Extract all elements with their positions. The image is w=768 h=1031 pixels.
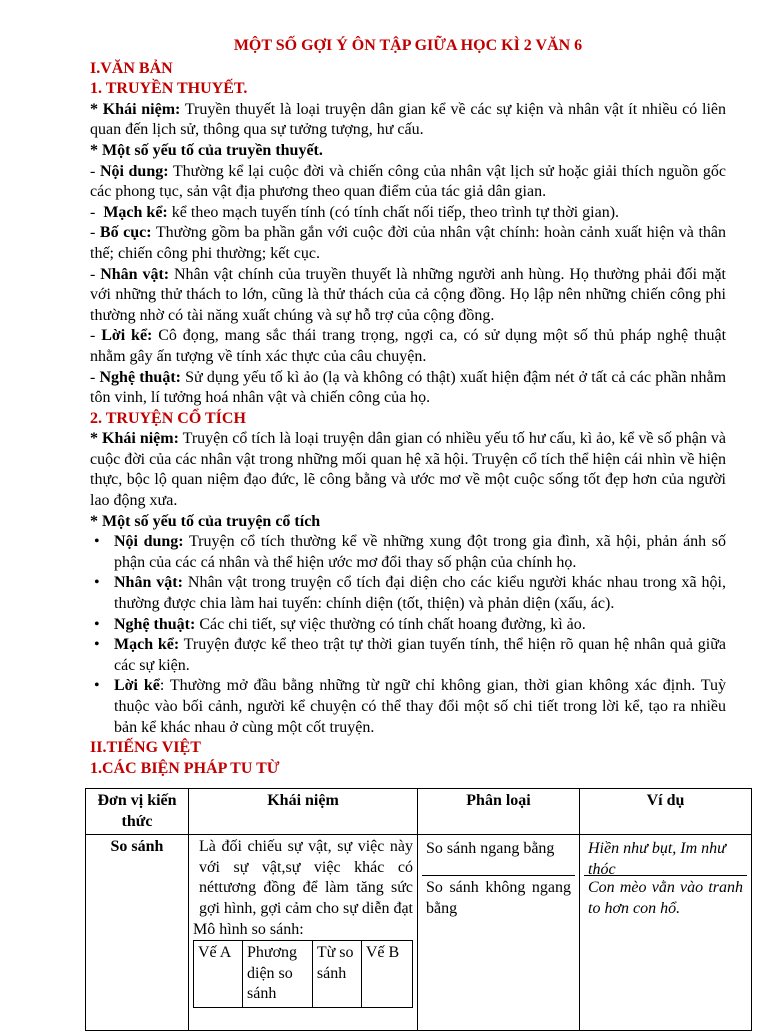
tt-item-mach-ke: - Mạch kể: kể theo mạch tuyến tính (có tính chất nối tiếp, theo trình tự thời gian). bbox=[90, 203, 620, 221]
tt-item-noi-dung: - Nội dung: Thường kể lại cuộc đời và chiến công của nhân vật lịch sử hoặc giải thích nguồn gốc các phong tục, sản vật địa phương theo quan điểm của tác giả dân gian. bbox=[90, 162, 727, 201]
header-vi-du: Ví dụ bbox=[580, 789, 752, 835]
tt-item-loi-ke: - Lời kể: Cô đọng, mang sắc thái trang trọng, ngợi ca, có sử dụng một số thủ pháp nghệ thuật nhằm gây ấn tượng về tính xác thực của câu chuyện. bbox=[90, 327, 727, 365]
list-item bbox=[90, 635, 726, 676]
section-heading-van-ban: I.VĂN BẢN bbox=[90, 59, 173, 77]
item-label: Mạch kể: bbox=[114, 636, 180, 654]
item-label: Lời kể bbox=[114, 677, 160, 695]
truyen-thuyet-elements-heading: * Một số yếu tố của truyền thuyết. bbox=[90, 141, 323, 159]
definition-label: * Khái niệm: bbox=[90, 430, 179, 448]
list-item bbox=[90, 573, 726, 614]
item-label: Nội dung: bbox=[99, 162, 169, 180]
item-text: Thường kể lại cuộc đời và chiến công của nhân vật lịch sử hoặc giải thích nguồn gốc các phong tục, sản vật địa phương theo quan điểm của tác giả dân gian. bbox=[90, 162, 727, 201]
model-ve-b: Vế B bbox=[361, 941, 412, 1008]
rhetoric-table bbox=[85, 788, 752, 1031]
truyen-thuyet-definition bbox=[90, 100, 726, 141]
type-khong-ngang-bang: So sánh không ngang bằng bbox=[422, 875, 575, 921]
model-ve-a: Vế A bbox=[194, 941, 243, 1008]
list-item bbox=[90, 532, 726, 573]
header-khai-niem: Khái niệm bbox=[189, 789, 418, 835]
co-tich-definition bbox=[90, 429, 726, 511]
co-tich-elements-list bbox=[90, 532, 726, 738]
item-text: Sử dụng yếu tố kì ảo (lạ và không có thật) xuất hiện đậm nét ở tất cả các phần nhằm tôn vinh, lí tưởng hoá nhân vật và chiến công của họ. bbox=[90, 368, 727, 407]
item-text: Thường gồm ba phần gắn với cuộc đời của nhân vật chính: hoàn cảnh xuất hiện và thân thế; chiến công phi thường; kết cục. bbox=[90, 224, 727, 262]
tt-item-nhan-vat: - Nhân vật: Nhân vật chính của truyền thuyết là những người anh hùng. Họ thường phải đối mặt với những thử thách to lớn, cũng là thử thách của cả cộng đồng. Họ lập nên những chiến công phi thường nhờ có tài năng xuất chúng và sự hỗ trợ của cộng đồng. bbox=[90, 265, 727, 324]
type-ngang-bang: So sánh ngang bằng bbox=[426, 840, 555, 858]
model-label: Mô hình so sánh: bbox=[193, 920, 304, 938]
model-row bbox=[194, 941, 413, 1008]
model-table bbox=[193, 940, 413, 1008]
cell-unit: So sánh bbox=[86, 835, 189, 1031]
heading-bien-phap-tu-tu: 1.CÁC BIỆN PHÁP TU TỪ bbox=[90, 759, 280, 777]
item-label: Nhân vật: bbox=[114, 574, 183, 592]
cell-examples bbox=[580, 835, 752, 1031]
list-item bbox=[90, 615, 726, 636]
item-label: Nội dung: bbox=[114, 533, 184, 551]
heading-truyen-thuyet: 1. TRUYỀN THUYẾT. bbox=[90, 80, 248, 98]
heading-truyen-co-tich: 2. TRUYỆN CỔ TÍCH bbox=[90, 409, 246, 427]
definition-text: Truyện cổ tích là loại truyện dân gian có nhiều yếu tố hư cấu, kì ảo, kể về số phận và cuộc đời của các nhân vật trong những mối quan hệ xã hội. Truyện cổ tích thể hiện cái nhìn về hiện thực, bộc lộ quan niệm đạo đức, lẽ công bằng và ước mơ về một cuộc sống tốt đẹp hơn của người lao động xưa. bbox=[90, 430, 726, 510]
document-title: MỘT SỐ GỢI Ý ÔN TẬP GIỮA HỌC KÌ 2 VĂN 6 bbox=[233, 37, 583, 54]
item-text: Truyện được kể theo trật tự thời gian tuyến tính, thể hiện rõ quan hệ nhân quả giữa các sự kiện. bbox=[114, 636, 726, 674]
section-heading-tieng-viet: II.TIẾNG VIỆT bbox=[90, 739, 201, 757]
model-phuong-dien: Phương diện so sánh bbox=[243, 941, 313, 1008]
tt-item-bo-cuc: - Bố cục: Thường gồm ba phần gắn với cuộc đời của nhân vật chính: hoàn cảnh xuất hiện và thân thế; chiến công phi thường; kết cục. bbox=[90, 224, 727, 262]
definition-label: * Khái niệm: bbox=[90, 100, 181, 118]
item-text: Nhân vật chính của truyền thuyết là những người anh hùng. Họ thường phải đối mặt với những thử thách to lớn, cũng là thử thách của cả cộng đồng. Họ lập nên những chiến công phi thường nhờ có tài năng xuất chúng và sự hỗ trợ của cộng đồng. bbox=[90, 265, 727, 324]
header-don-vi: Đơn vị kiến thức bbox=[86, 789, 189, 835]
co-tich-elements-heading: * Một số yếu tố của truyện cổ tích bbox=[90, 512, 321, 530]
cell-concept bbox=[189, 835, 418, 1031]
document-body bbox=[90, 36, 726, 779]
item-label: Mạch kể: bbox=[103, 203, 168, 221]
header-phan-loai: Phân loại bbox=[418, 789, 580, 835]
item-text: Nhân vật trong truyện cổ tích đại diện cho các kiểu người khác nhau trong xã hội, thường được chia làm hai tuyến: chính diện (tốt, thiện) và phản diện (xấu, ác). bbox=[114, 574, 726, 613]
table-row bbox=[86, 835, 752, 1031]
model-tu-so-sanh: Từ so sánh bbox=[312, 941, 361, 1008]
example-2: Con mèo vằn vào tranh to hơn con hổ. bbox=[584, 875, 747, 921]
item-text: kể theo mạch tuyến tính (có tính chất nối tiếp, theo trình tự thời gian). bbox=[167, 203, 620, 221]
item-text: Cô đọng, mang sắc thái trang trọng, ngợi ca, có sử dụng một số thủ pháp nghệ thuật nhằm gây ấn tượng về tính xác thực của câu chuyện. bbox=[90, 327, 727, 365]
item-label: Nghệ thuật: bbox=[99, 368, 181, 386]
item-text: Các chi tiết, sự việc thường có tính chất hoang đường, kì ảo. bbox=[195, 615, 586, 633]
list-item bbox=[90, 676, 726, 738]
item-label: Bố cục: bbox=[99, 224, 152, 242]
item-text: : Thường mở đầu bằng những từ ngữ chỉ không gian, thời gian không xác định. Tuỳ thuộc vào bối cảnh, người kể chuyện có thể thay đổi một số chi tiết trong lời kể, tạo ra nhiều bản kể khác nhau ở cùng một cốt truyện. bbox=[114, 677, 726, 736]
concept-text: Là đối chiếu sự vật, sự việc này với sự vật,sự việc khác có néttương đồng để làm tăng sức gợi hình, gợi cảm cho sự diễn đạt bbox=[199, 838, 413, 917]
example-1: Hiền như bụt, Im như thóc bbox=[588, 840, 726, 878]
tt-item-nghe-thuat: - Nghệ thuật: Sử dụng yếu tố kì ảo (lạ và không có thật) xuất hiện đậm nét ở tất cả các phần nhằm tôn vinh, lí tưởng hoá nhân vật và chiến công của họ. bbox=[90, 368, 727, 407]
table-header-row bbox=[86, 789, 752, 835]
item-text: Truyện cổ tích thường kể về những xung đột trong gia đình, xã hội, phản ánh số phận của các cá nhân và thể hiện ước mơ đổi thay số phận của chính họ. bbox=[114, 533, 726, 571]
item-label: Lời kể: bbox=[101, 327, 153, 345]
item-label: Nhân vật: bbox=[100, 265, 170, 283]
definition-text: Truyền thuyết là loại truyện dân gian kể về các sự kiện và nhân vật ít nhiều có liên quan đến lịch sử, thông qua sự tưởng tượng, hư cấu. bbox=[90, 100, 727, 139]
item-label: Nghệ thuật: bbox=[114, 615, 196, 633]
cell-types bbox=[418, 835, 580, 1031]
